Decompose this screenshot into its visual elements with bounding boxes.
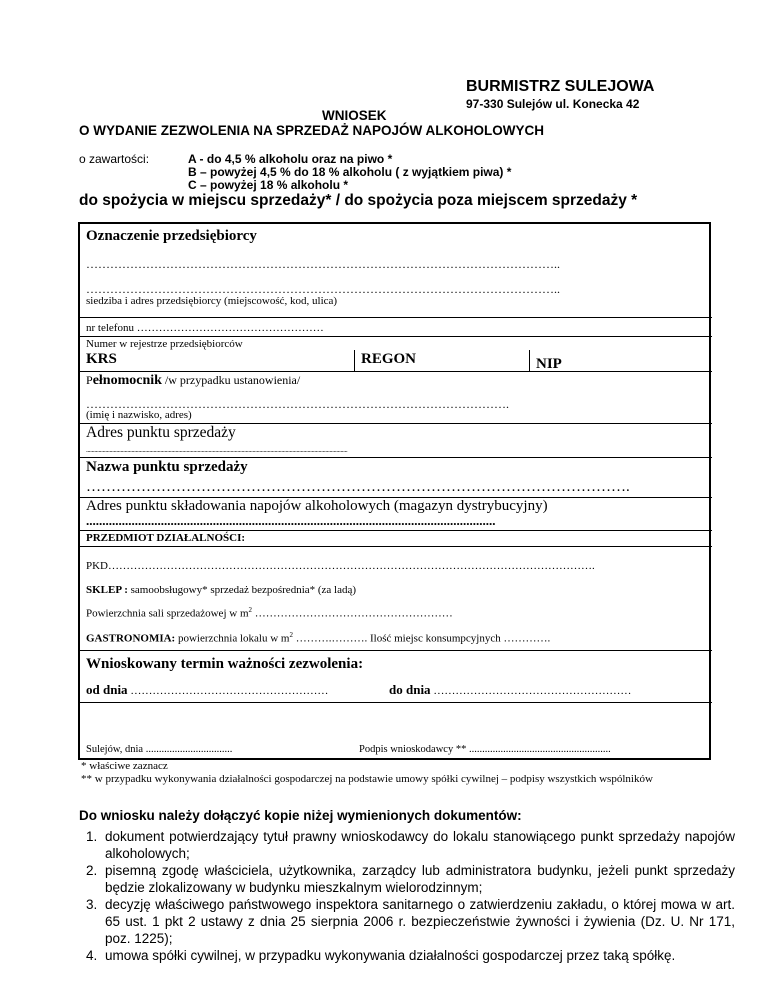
divider <box>354 350 355 372</box>
regon-label: REGON <box>361 351 417 367</box>
sale-address-field[interactable]: .............................................................................................................................................................................................. <box>86 445 348 454</box>
place-date-field[interactable]: Sulejów, dnia ................................. <box>86 744 233 755</box>
sale-name-field[interactable]: ………………………………………………………………………………………………. <box>86 479 630 495</box>
pkd-field[interactable]: PKD……………………………………………………………………………………………………………………. <box>86 560 595 572</box>
document-title: WNIOSEK <box>322 108 387 123</box>
hall-area-field[interactable]: Powierzchnia sali sprzedażowej w $m^2$ ……………………………………………… <box>86 606 453 620</box>
sale-address-title: Adres punktu sprzedaży <box>86 424 236 441</box>
list-item: 2. pisemną zgodę właściciela, użytkownika, zarządcy lub administratora budynku, jeżeli punkt sprzedaży będzie zlokalizowany w budynku mieszkalnym wielorodzinnym; <box>101 862 735 896</box>
signature-field[interactable]: Podpis wnioskodawcy ** ...................................................... <box>359 744 611 755</box>
list-item: 4. umowa spółki cywilnej, w przypadku wykonywania działalności gospodarczej przez taką spółkę. <box>101 947 735 964</box>
sale-name-title: Nazwa punktu sprzedaży <box>86 459 248 475</box>
gastronomy-row[interactable]: GASTRONOMIA: powierzchnia lokalu w $m^2$ ……….………. Ilość miejsc konsumpcyjnych …………. <box>86 631 551 645</box>
content-label: o zawartości: <box>79 152 150 166</box>
entrepreneur-line-1[interactable]: ……………………………………………………………………………………………………….. <box>86 257 560 271</box>
divider <box>79 530 712 531</box>
proxy-label: Pełnomocnik /w przypadku ustanowienia/ <box>86 373 301 388</box>
list-item: 1. dokument potwierdzający tytuł prawny wnioskodawcy do lokalu stanowiącego punkt sprzedaży napojów alkoholowych; <box>101 828 735 862</box>
proxy-field[interactable]: ……………………………………………………………………………………………. <box>86 397 509 411</box>
consumption-type: do spożycia w miejscu sprzedaży* / do spożycia poza miejscem sprzedaży * <box>79 192 638 209</box>
proxy-caption: (imię i nazwisko, adres) <box>86 409 192 421</box>
category-b: B – powyżej 4,5 % do 18 % alkoholu ( z wyjątkiem piwa) * <box>188 165 512 179</box>
register-caption: Numer w rejestrze przedsiębiorców <box>86 338 243 350</box>
activity-title: PRZEDMIOT DZIAŁALNOŚCI: <box>86 532 246 544</box>
divider <box>529 350 530 372</box>
divider <box>79 336 712 337</box>
footnote-2: ** w przypadku wykonywania działalności gospodarczej na podstawie umowy spółki cywilnej – podpisy wszystkich wspólników <box>81 773 653 785</box>
divider <box>79 457 712 458</box>
category-a: A - do 4,5 % alkoholu oraz na piwo * <box>188 152 393 166</box>
entrepreneur-title: Oznaczenie przedsiębiorcy <box>86 228 257 244</box>
document-subtitle: O WYDANIE ZEZWOLENIA NA SPRZEDAŻ NAPOJÓW ALKOHOLOWYCH <box>79 123 544 138</box>
divider <box>79 371 712 372</box>
category-c: C – powyżej 18 % alkoholu * <box>188 178 349 192</box>
divider <box>79 546 712 547</box>
divider <box>79 702 712 703</box>
storage-field[interactable]: .............................................................................................................................. <box>86 513 496 528</box>
list-item: 3. decyzję właściwego państwowego inspektora sanitarnego o zatwierdzeniu zakładu, o której mowa w art. 65 ust. 1 pkt 2 ustawy z dnia 25 sierpnia 2006 r. bezpieczeństwie żywności i żywienia (Dz. U. Nr 171, poz. 1225); <box>101 896 735 947</box>
attachments-list <box>79 828 735 964</box>
shop-row: SKLEP : samoobsługowy* sprzedaż bezpośrednia* (za ladą) <box>86 584 357 596</box>
authority-address: 97-330 Sulejów ul. Konecka 42 <box>466 97 640 111</box>
divider <box>79 650 712 651</box>
attachments-title: Do wniosku należy dołączyć kopie niżej wymienionych dokumentów: <box>79 808 522 823</box>
authority-name: BURMISTRZ SULEJOWA <box>466 78 655 95</box>
nip-label: NIP <box>536 356 562 372</box>
entrepreneur-line-2[interactable]: ……………………………………………………………………………………………………….. <box>86 282 560 296</box>
divider <box>79 317 712 318</box>
footnote-1: * właściwe zaznacz <box>81 760 168 772</box>
phone-field[interactable]: nr telefonu …………………………………………… <box>86 322 324 334</box>
krs-label: KRS <box>86 351 117 367</box>
validity-title: Wnioskowany termin ważności zezwolenia: <box>86 656 364 672</box>
valid-to-field[interactable]: do dnia ……………………………………………… <box>389 682 632 697</box>
storage-title: Adres punktu składowania napojów alkoholowych (magazyn dystrybucyjny) <box>86 498 548 514</box>
seat-caption: siedziba i adres przedsiębiorcy (miejscowość, kod, ulica) <box>86 295 338 307</box>
valid-from-field[interactable]: od dnia ……………………………………………… <box>86 682 329 697</box>
